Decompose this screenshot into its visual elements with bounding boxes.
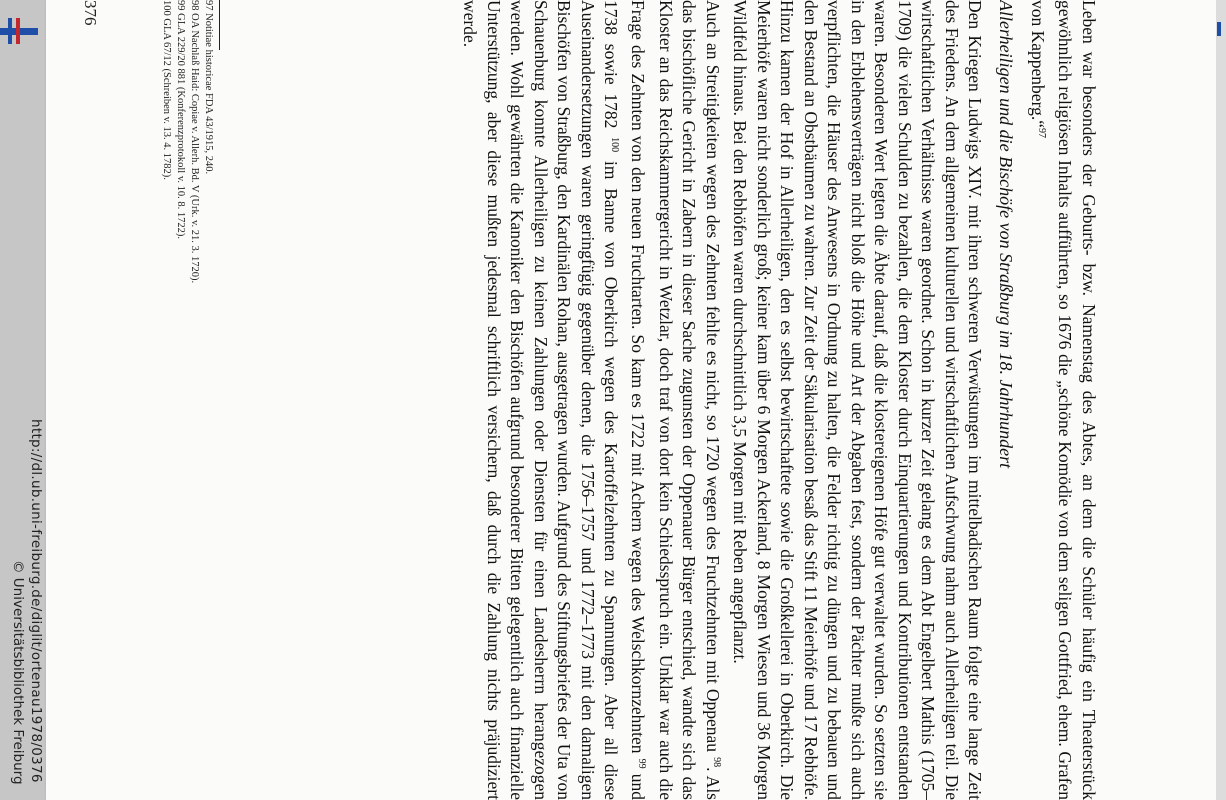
footnote-ref-100[interactable]: 100 xyxy=(609,137,621,153)
paragraph-2: Den Kriegen Ludwigs XIV. mit ihren schweren Verwüstungen im mittelbadischen Raum folgte eine lange Zeit des Friedens. An dem allgemeinen kulturellen und wirtschaftlichen Aufschwung nahm auch Allerheiligen teil. Die wirtschaftlichen Verhältnisse waren geordnet. Schon in kurzer Zeit gelang es dem Abt Engelbert Mathis (1705–1709) die vielen Schulden zu bezahlen, die dem Kloster durch Einquartierungen und Kontributionen entstanden waren. Besonderen Wert legten die Äbte darauf, daß die klostereigenen Höfe gut verwaltet wurden. So setzten sie in den Erblehensverträgen nicht bloß die Höhe und Art der Abgaben fest, sondern der Pächter mußte sich auch verpflichten, die Häuser des Anwesens in Ordnung zu halten, die Felder richtig zu düngen und zu bebauen und den Bestand an Obstbäumen zu wahren. Zur Zeit der Säkularisation besaß das Stift 11 Meierhöfe und 17 Rebhöfe. Hinzu kamen der Hof in Allerheiligen, den es selbst bewirtschaftete sowie die Großkellerei in Oberkirch. Die Meierhöfe waren nicht sonderlich groß; keiner kam über 6 Morgen Ackerland, 8 Morgen Wiesen und 36 Morgen Wildfeld hinaus. Bei den Rebhöfen waren durchschnittlich 3,5 Morgen mit Reben angepflanzt. xyxy=(730,0,986,800)
section-heading: Allerheiligen und die Bischöfe von Straßburg im 18. Jahrhundert xyxy=(995,0,1016,469)
paragraph-3: Auch an Streitigkeiten wegen des Zehnten fehlte es nicht, so 1720 wegen des Fruchtzehnten mit Oppenau $^{98}$. Als das bischöfliche Gericht in Zabern in dieser Sache zugunsten der Oppenauer Bürger entschied, wandte sich das Kloster an das Reichskammergericht in Wetzlar, doch traf von dort kein Schiedsspruch ein. Unklar war auch die Frage des Zehnten von den neuen Fruchtarten. So kam es 1722 mit Achern wegen des Welschkornzehnten $^{99}$ und 1738 sowie 1782 $^{100}$ im Banne von Oberkirch wegen des Kartoffelzehnten zu Spannungen. Aber all diese Auseinandersetzungen waren geringfügig gegenüber denen, die 1756–1757 und 1772–1773 mit den damaligen Bischöfen von Straßburg, den Kardinälen Rohan, ausgetragen wurden. Aufgrund des Stiftungsbriefes der Uta von Schauenburg konnte Allerheiligen zu keinen Zahlungen oder Diensten für einen Landesherrn herangezogen werden. Wohl gewährten die Kanoniker den Bischöfen aufgrund besonderer Bitten gelegentlich auch finanzielle Unterstützung, aber diese mußten jedesmal schriftlich versichern, daß durch die Zahlung nichts präjudiziert werde. xyxy=(460,0,723,800)
footnote-98: 98 OA Nachlaß Haid: Copiae v. Allerh. Bd. V (Urk. v. 21. 3. 1720). xyxy=(189,0,200,284)
right-logo-icon xyxy=(1217,22,1221,36)
document-url[interactable]: http://dl.ub.uni-freiburg.de/diglit/ortenau1978/0376 xyxy=(28,419,44,783)
footnote-rule xyxy=(219,0,220,50)
footnote-100: 100 GLA 67/12 (Schreiben v. 13. 4. 1782). xyxy=(161,0,172,180)
footnote-ref-98[interactable]: 98 xyxy=(710,757,722,768)
right-edge-strip xyxy=(1216,0,1226,800)
main-text xyxy=(458,0,1100,800)
footnote-97: 97 Notitiae historicae FDA 43/1915, 240. xyxy=(203,0,214,175)
copyright-notice: © Universitätsbibliothek Freiburg xyxy=(10,560,26,785)
paragraph-1: Leben war besonders der Geburts- bzw. Namenstag des Abtes, an dem die Schüler häufig ein Theaterstück gewöhnlich religiösen Inhalts aufführten, so 1676 die „schöne Komödie von dem seligen Gottfried, ehem. Grafen von Kappenberg.“$^{97}$ xyxy=(1028,0,1099,800)
footnote-99: 99 GLA 229/20 881 (Konferenzprotokoll v. 10. 8. 1722). xyxy=(175,0,186,240)
page-number: 376 xyxy=(81,0,100,26)
footnotes xyxy=(159,0,220,800)
footnote-ref-97[interactable]: 97 xyxy=(1036,127,1047,138)
footnote-ref-99[interactable]: 99 xyxy=(636,758,648,769)
